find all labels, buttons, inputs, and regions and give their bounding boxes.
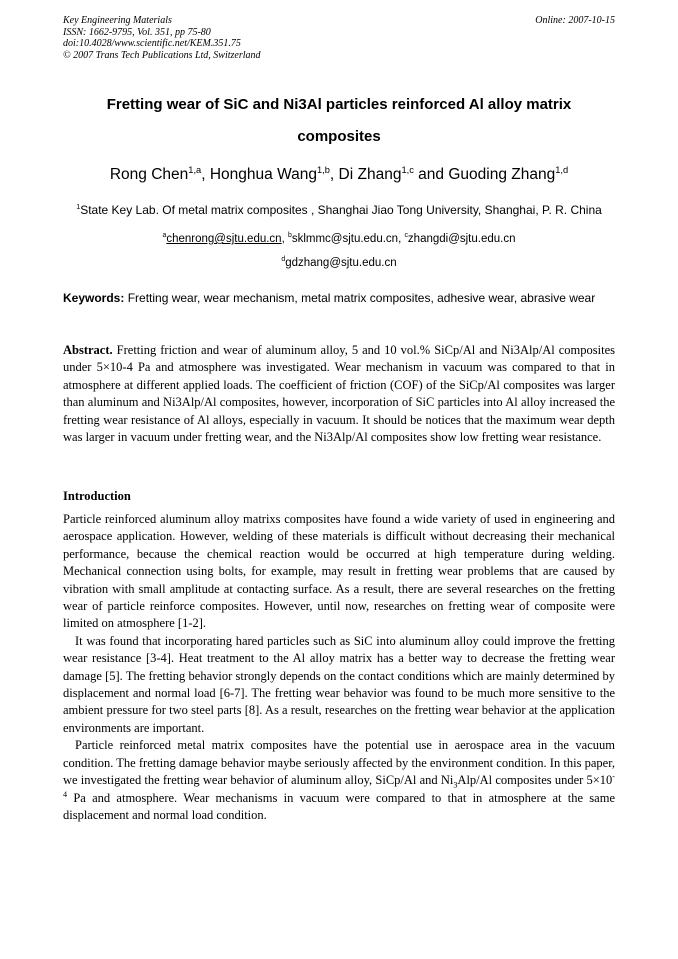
author-separator: and bbox=[413, 166, 449, 183]
author-affiliation-marker: 1,c bbox=[401, 164, 414, 175]
author-affiliation-marker: 1,b bbox=[316, 164, 330, 175]
intro-p3-text-c: Pa and atmosphere. Wear mechanisms in vacuum were compared to that in atmosphere at the same displacement and normal load condition. bbox=[63, 790, 615, 822]
title-line-1: Fretting wear of SiC and Ni3Al particles reinforced Al alloy matrix bbox=[106, 96, 572, 113]
author-name: Honghua Wang bbox=[209, 166, 317, 183]
introduction-body bbox=[63, 511, 615, 824]
affiliation-marker: 1 bbox=[76, 202, 81, 211]
journal-name: Key Engineering Materials bbox=[63, 15, 172, 26]
email-marker: b bbox=[287, 232, 292, 240]
abstract-text: Fretting friction and wear of aluminum alloy, 5 and 10 vol.% SiCp/Al and Ni3Alp/Al composites under 5×10-4 Pa and atmosphere was investigated. Wear mechanism in vacuum was compared to that in atmosphere at different applied loads. The coefficient of friction (COF) of the SiCp/Al composites was larger than aluminum and Ni3Alp/Al composites, however, incorporation of SiC particles into Al alloy increased the fretting wear resistance of Al alloys, especially in vacuum. It should be notices that the maximum wear depth was larger in vacuum under fretting wear, and the Ni3Alp/Al composites show low fretting wear resistance. bbox=[63, 343, 615, 445]
keywords-text: Fretting wear, wear mechanism, metal matrix composites, adhesive wear, abrasive wear bbox=[124, 291, 596, 305]
email-marker: c bbox=[404, 232, 408, 240]
intro-p3-text-b: Alp/Al composites under 5×10 bbox=[457, 773, 613, 788]
affiliation bbox=[63, 202, 615, 218]
email-line-2 bbox=[63, 251, 615, 275]
doi-line: doi:10.4028/www.scientific.net/KEM.351.75 bbox=[63, 38, 241, 49]
intro-paragraph-3 bbox=[63, 737, 615, 824]
author-name: Di Zhang bbox=[338, 166, 402, 183]
paper-title bbox=[63, 89, 615, 153]
email-separator: , bbox=[398, 233, 405, 245]
abstract-label: Abstract. bbox=[63, 343, 113, 357]
keywords bbox=[63, 290, 615, 307]
copyright-line: © 2007 Trans Tech Publications Ltd, Switzerland bbox=[63, 49, 261, 61]
intro-p3-text-a: Particle reinforced metal matrix composites have the potential use in aerospace area in the vacuum condition. The fretting damage behavior maybe seriously affected by the environment condition. In this paper, we investigated the fretting wear behavior of aluminum alloy, SiCp/Al and Ni bbox=[63, 738, 615, 788]
author-list bbox=[63, 165, 615, 185]
intro-paragraph-2: It was found that incorporating hared particles such as SiC into aluminum alloy could improve the fretting wear resistance [3-4]. Heat treatment to the Al alloy matrix has a better way to decrease the fretting wear damage [5]. The fretting behavior strongly depends on the contact conditions which are mainly determined by displacement and normal load [6-7]. The fretting wear behavior was found to be much more sensitive to the ambient pressure for two steel parts [8]. As a result, researches on the fretting wear behavior at the application environments are important. bbox=[63, 633, 615, 735]
title-line-2: composites bbox=[297, 128, 381, 145]
affiliation-text: State Key Lab. Of metal matrix composites , Shanghai Jiao Tong University, Shanghai, P. R. China bbox=[80, 203, 602, 217]
email-gdzhang: gdzhang@sjtu.edu.cn bbox=[285, 257, 397, 269]
online-date: Online: 2007-10-15 bbox=[535, 15, 615, 26]
author-separator: , bbox=[201, 166, 210, 183]
email-block bbox=[63, 227, 615, 275]
journal-header bbox=[63, 15, 615, 61]
intro-paragraph-1: Particle reinforced aluminum alloy matrixs composites have found a wide variety of used in engineering and aerospace application. However, welding of these materials is difficult without decreasing their mechanical performance, because the chemical reaction would be occurred at high temperature during welding. Mechanical connection using bolts, for example, may result in fretting wear problems that are caused by vibration with small amplitude at contacting surface. As a result, there are several researches on the fretting wear of particle reinforce composites. However, until now, researches on fretting wear of composite were limited on atmosphere [1-2]. bbox=[63, 512, 615, 631]
intro-p3-superscript: -4 bbox=[63, 771, 615, 799]
email-link-chenrong[interactable]: chenrong@sjtu.edu.cn bbox=[166, 233, 282, 245]
keywords-label: Keywords: bbox=[63, 291, 125, 305]
author-separator: , bbox=[329, 166, 339, 183]
author-affiliation-marker: 1,a bbox=[188, 164, 202, 175]
email-marker: a bbox=[162, 232, 167, 240]
author-affiliation-marker: 1,d bbox=[555, 164, 569, 175]
email-marker: d bbox=[281, 256, 286, 264]
email-zhangdi: zhangdi@sjtu.edu.cn bbox=[407, 233, 516, 245]
section-heading-introduction: Introduction bbox=[63, 489, 131, 503]
abstract bbox=[63, 342, 615, 446]
email-sklmmc: sklmmc@sjtu.edu.cn bbox=[291, 233, 399, 245]
intro-p3-subscript: 3 bbox=[453, 780, 458, 790]
author-name: Rong Chen bbox=[109, 166, 189, 183]
email-separator: , bbox=[281, 233, 288, 245]
email-line-1 bbox=[63, 227, 615, 251]
author-name: Guoding Zhang bbox=[448, 166, 556, 183]
issn-line: ISSN: 1662-9795, Vol. 351, pp 75-80 bbox=[63, 26, 211, 38]
